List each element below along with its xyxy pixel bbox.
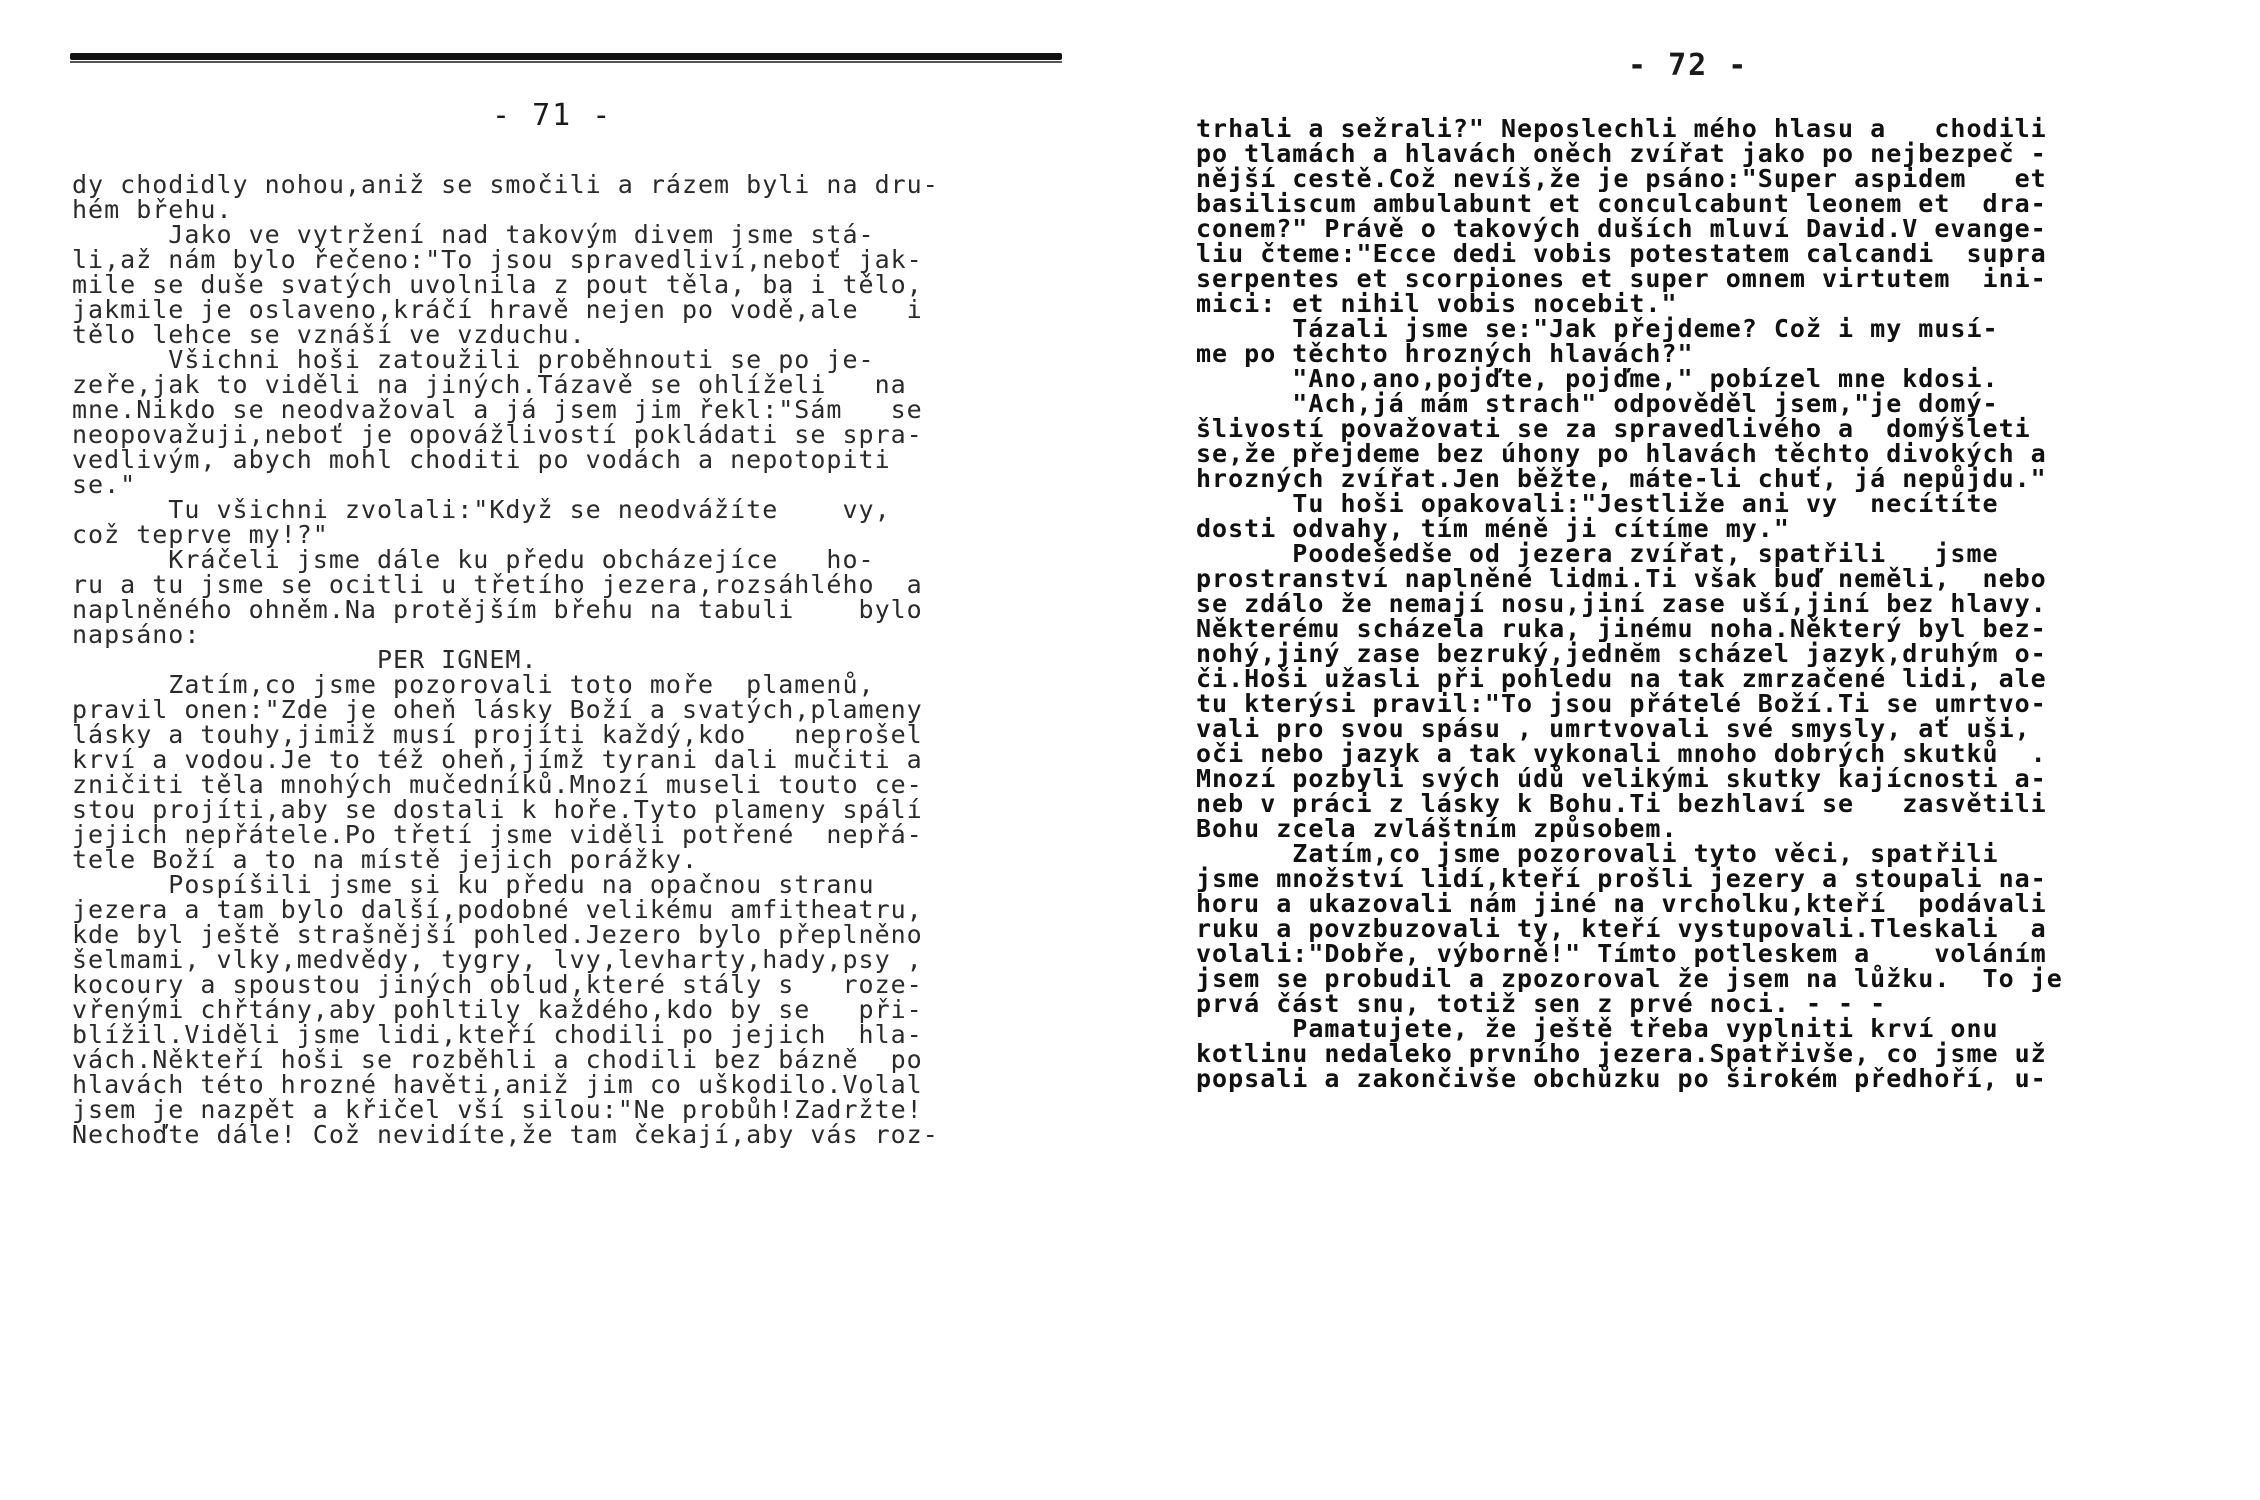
- text-line: ru a tu jsme se ocitli u třetího jezera,rozsáhlého a: [72, 570, 923, 599]
- text-body: [1196, 116, 2063, 1091]
- text-line: Všichni hoši zatoužili proběhnouti se po je-: [72, 345, 875, 374]
- text-line: oči nebo jazyk a tak vykonali mnoho dobrých skutků .: [1196, 739, 2047, 768]
- text-line: jakmile je oslaveno,kráčí hravě nejen po vodě,ale i: [72, 295, 923, 324]
- text-line: kotlinu nedaleko prvního jezera.Spatřivše, co jsme už: [1196, 1039, 2047, 1068]
- text-line: mici: et nihil vobis nocebit.": [1196, 289, 1678, 318]
- text-line: Jako ve vytržení nad takovým divem jsme stá-: [72, 220, 875, 249]
- text-line: nohý,jiný zase bezruký,jednĕm scházel jazyk,druhým o-: [1196, 639, 2047, 668]
- top-rule: [70, 53, 1062, 60]
- text-line: krví a vodou.Je to též oheň,jímž tyrani dali mučiti a: [72, 745, 923, 774]
- text-line: me po těchto hrozných hlavách?": [1196, 339, 1694, 368]
- text-line: prvá část snu, totiž sen z prvé noci. - - -: [1196, 989, 1887, 1018]
- text-line: "Ach,já mám strach" odpověděl jsem,"je domý-: [1196, 389, 1999, 418]
- text-line: ruku a povzbuzovali ty, kteří vystupovali.Tleskali a: [1196, 914, 2047, 943]
- text-line: jezera a tam bylo další,podobné velikému amfitheatru,: [72, 895, 923, 924]
- text-line: mile se duše svatých uvolnila z pout těla, ba i tělo,: [72, 270, 923, 299]
- text-line: Pamatujete, že ještě třeba vyplniti krví onu: [1196, 1014, 1999, 1043]
- text-line: neb v práci z lásky k Bohu.Ti bezhlaví se zasvětili: [1196, 789, 2047, 818]
- text-line: trhali a sežrali?" Neposlechli mého hlasu a chodili: [1196, 114, 2047, 143]
- text-line: li,až nám bylo řečeno:"To jsou spravedliví,neboť jak-: [72, 245, 923, 274]
- text-line: Poodešedše od jezera zvířat, spatřili jsme: [1196, 539, 1999, 568]
- text-line: Tu všichni zvolali:"Když se neodvážíte vy,: [72, 495, 891, 524]
- text-line: basiliscum ambulabunt et conculcabunt leonem et dra-: [1196, 189, 2047, 218]
- top-rule-thin: [70, 61, 1062, 63]
- text-line: Zatím,co jsme pozorovali tyto věci, spatřili: [1196, 839, 1999, 868]
- text-line: což teprve my!?": [72, 520, 329, 549]
- text-line: tu kterýsi pravil:"To jsou přátelé Boží.Ti se umrtvo-: [1196, 689, 2047, 718]
- text-line: lásky a touhy,jimiž musí projíti každý,kdo neprošel: [72, 720, 923, 749]
- text-line: tele Boží a to na místě jejich porážky.: [72, 845, 698, 874]
- text-line: kde byl ještě strašnější pohled.Jezero bylo přeplněno: [72, 920, 923, 949]
- text-line: liu čteme:"Ecce dedi vobis potestatem calcandi supra: [1196, 239, 2047, 268]
- text-line: Tu hoši opakovali:"Jestliže ani vy necítíte: [1196, 489, 1999, 518]
- text-line: napsáno:: [72, 620, 201, 649]
- text-line: blížil.Viděli jsme lidi,kteří chodili po jejich hla-: [72, 1020, 923, 1049]
- text-line: vedlivým, abych mohl choditi po vodách a nepotopiti: [72, 445, 891, 474]
- text-line: mne.Nikdo se neodvažoval a já jsem jim řekl:"Sám se: [72, 395, 923, 424]
- text-line: šlivostí považovati se za spravedlivého a domýšleti: [1196, 414, 2031, 443]
- text-line: nější cestě.Což nevíš,že je psáno:"Super aspidem et: [1196, 164, 2047, 193]
- text-line: vách.Někteří hoši se rozběhli a chodili bez bázně po: [72, 1045, 923, 1074]
- text-line: Tázali jsme se:"Jak přejdeme? Což i my musí-: [1196, 314, 1999, 343]
- text-line: zničiti těla mnohých mučedníků.Mnozí museli touto ce-: [72, 770, 923, 799]
- text-line: hém břehu.: [72, 195, 233, 224]
- text-line: conem?" Právě o takových duších mluví David.V evange-: [1196, 214, 2047, 243]
- text-line: naplněného ohněm.Na protějším břehu na tabuli bylo: [72, 595, 923, 624]
- text-line: kocoury a spoustou jiných oblud,které stály s roze-: [72, 970, 923, 999]
- text-line: PER IGNEM.: [72, 645, 538, 674]
- text-line: se zdálo že nemají nosu,jiní zase uší,jiní bez hlavy.: [1196, 589, 2047, 618]
- text-line: Kráčeli jsme dále ku předu obcházejíce ho-: [72, 545, 875, 574]
- text-line: tělo lehce se vznáší ve vzduchu.: [72, 320, 586, 349]
- text-line: po tlamách a hlavách oněch zvířat jako po nejbezpeč -: [1196, 139, 2047, 168]
- text-line: Mnozí pozbyli svých údů velikými skutky kajícnosti a-: [1196, 764, 2047, 793]
- page-number: - 71 -: [492, 98, 613, 133]
- text-line: horu a ukazovali nám jiné na vrcholku,kteří podávali: [1196, 889, 2047, 918]
- text-line: neopovažuji,neboť je opovážlivostí pokládati se spra-: [72, 420, 923, 449]
- page-number: - 72 -: [1628, 48, 1749, 83]
- text-line: se.": [72, 470, 137, 499]
- text-line: popsali a zakončivše obchůzku po širokém předhoří, u-: [1196, 1064, 2047, 1093]
- text-line: hlavách této hrozné havěti,aniž jim co uškodilo.Volal: [72, 1070, 923, 1099]
- text-line: jejich nepřátele.Po třetí jsme viděli potřené nepřá-: [72, 820, 923, 849]
- text-line: stou projíti,aby se dostali k hoře.Tyto plameny spálí: [72, 795, 923, 824]
- text-line: Nechoďte dále! Což nevidíte,že tam čekají,aby vás roz-: [72, 1120, 939, 1149]
- text-line: serpentes et scorpiones et super omnem virtutem ini-: [1196, 264, 2047, 293]
- text-line: či.Hoši užasli při pohledu na tak zmrzačené lidi, ale: [1196, 664, 2047, 693]
- text-line: vali pro svou spásu , umrtvovali své smysly, ať uši,: [1196, 714, 2031, 743]
- text-line: hrozných zvířat.Jen běžte, máte-li chuť, já nepůjdu.": [1196, 464, 2047, 493]
- text-line: vřenými chřtány,aby pohltily každého,kdo by se při-: [72, 995, 923, 1024]
- text-line: "Ano,ano,pojďte, pojďme," pobízel mne kdosi.: [1196, 364, 1999, 393]
- text-line: jsem se probudil a zpozoroval že jsem na lůžku. To je: [1196, 964, 2063, 993]
- text-line: prostranství naplněné lidmi.Ti však buď neměli, nebo: [1196, 564, 2047, 593]
- text-line: šelmami, vlky,medvědy, tygry, lvy,levharty,hady,psy ,: [72, 945, 923, 974]
- text-line: dosti odvahy, tím méně ji cítíme my.": [1196, 514, 1790, 543]
- text-line: volali:"Dobře, výborně!" Tímto potleskem a voláním: [1196, 939, 2047, 968]
- text-line: pravil onen:"Zde je oheň lásky Boží a svatých,plameny: [72, 695, 923, 724]
- text-body: [72, 172, 939, 1147]
- text-line: Pospíšili jsme si ku předu na opačnou stranu: [72, 870, 875, 899]
- text-line: jsem je nazpět a křičel vší silou:"Ne probůh!Zadržte!: [72, 1095, 923, 1124]
- text-line: jsme množství lidí,kteří prošli jezery a stoupali na-: [1196, 864, 2047, 893]
- text-line: Zatím,co jsme pozorovali toto moře plamenů,: [72, 670, 875, 699]
- text-line: dy chodidly nohou,aniž se smočili a rázem byli na dru-: [72, 170, 939, 199]
- text-line: Některému scházela ruka, jinému noha.Některý byl bez-: [1196, 614, 2047, 643]
- text-line: Bohu zcela zvláštním způsobem.: [1196, 814, 1678, 843]
- text-line: zeře,jak to viděli na jiných.Tázavě se ohlíželi na: [72, 370, 907, 399]
- text-line: se,že přejdeme bez úhony po hlavách těchto divokých a: [1196, 439, 2047, 468]
